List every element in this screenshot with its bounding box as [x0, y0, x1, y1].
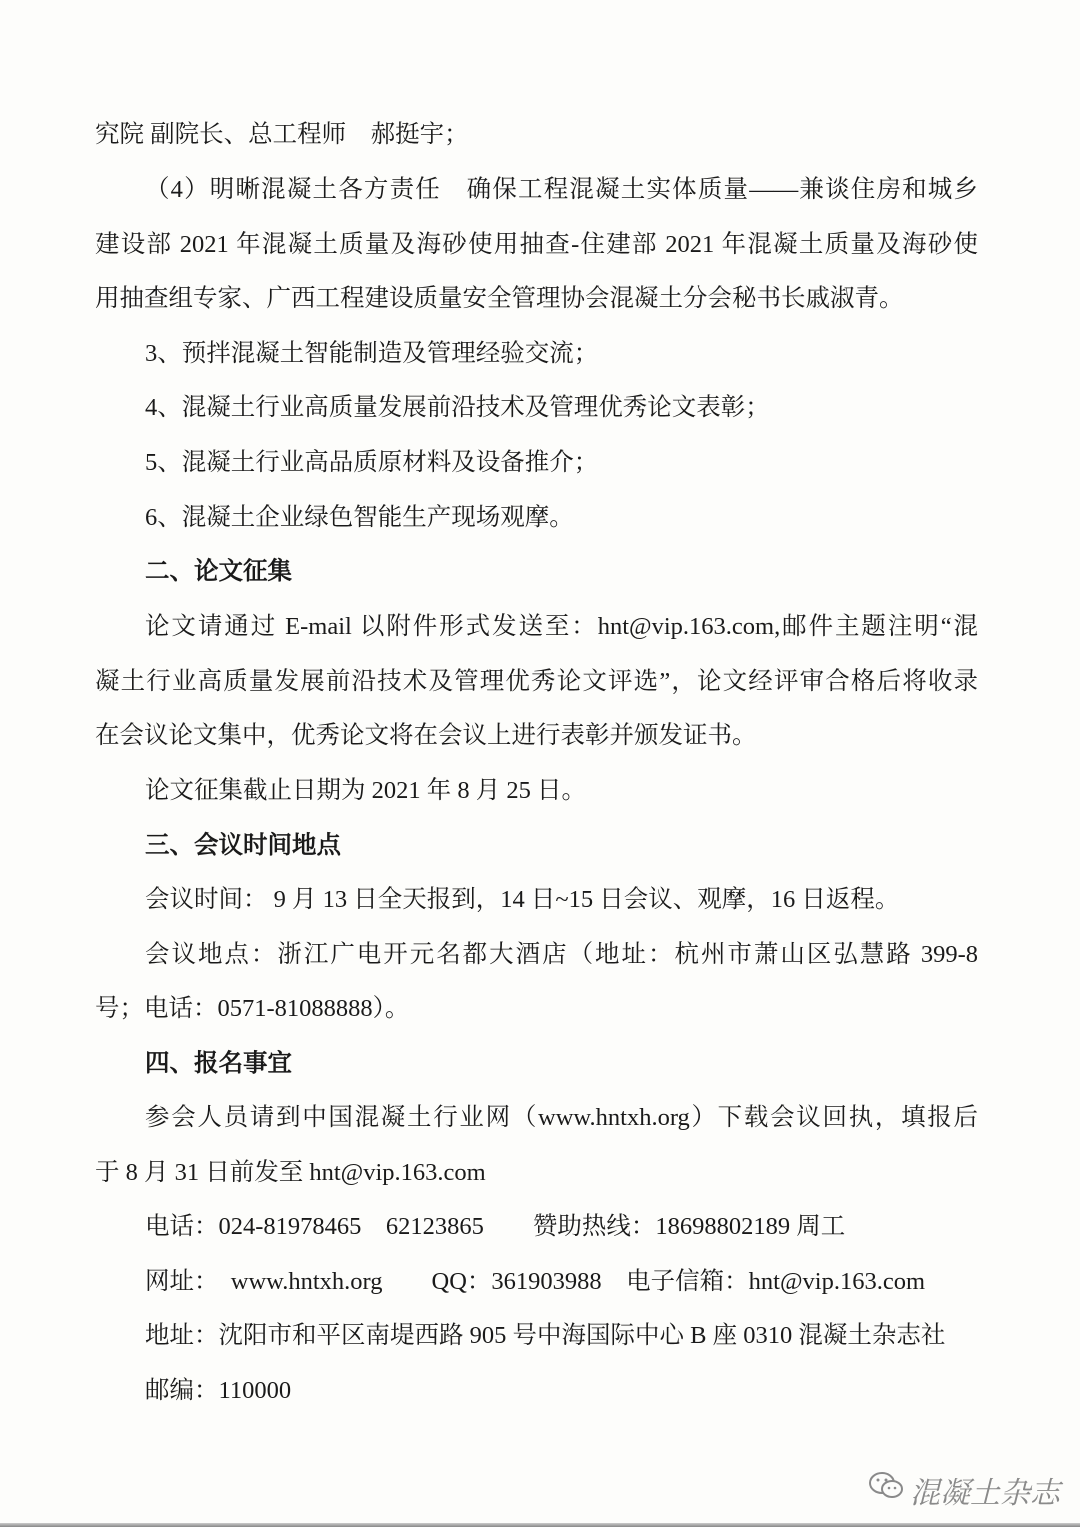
text-line: 在会议论文集中，优秀论文将在会议上进行表彰并颁发证书。: [95, 722, 757, 749]
contact-web: 网址： www.hntxh.org QQ：361903988 电子信箱：hnt@vip.163.com: [145, 1268, 926, 1295]
section-heading: 三、会议时间地点: [145, 832, 341, 859]
text-line: （4）明晰混凝土各方责任 确保工程混凝土实体质量——兼谈住房和城乡: [145, 176, 978, 203]
wechat-icon: [868, 1470, 904, 1510]
list-item: 6、混凝土企业绿色智能生产现场观摩。: [145, 504, 574, 531]
list-item: 4、混凝土行业高质量发展前沿技术及管理优秀论文表彰；: [145, 394, 770, 421]
contact-postcode: 邮编：110000: [145, 1377, 292, 1404]
section-heading: 四、报名事宜: [145, 1050, 292, 1077]
text-line: 号；电话：0571-81088888）。: [95, 995, 410, 1022]
text-line: 于 8 月 31 日前发至 hnt@vip.163.com: [95, 1159, 486, 1186]
text-line: 会议时间： 9 月 13 日全天报到，14 日~15 日会议、观摩，16 日返程。: [145, 886, 900, 913]
text-line: 会议地点：浙江广电开元名都大酒店（地址：杭州市萧山区弘慧路 399-8: [145, 941, 978, 968]
list-item: 3、预拌混凝土智能制造及管理经验交流；: [145, 340, 599, 367]
watermark: [868, 1468, 1060, 1512]
text-line: 用抽查组专家、广西工程建设质量安全管理协会混凝土分会秘书长戚淑青。: [95, 285, 904, 312]
text-line: 凝土行业高质量发展前沿技术及管理优秀论文评选”，论文经评审合格后将收录: [95, 668, 978, 695]
text-line: 参会人员请到中国混凝土行业网（www.hntxh.org）下载会议回执，填报后: [145, 1104, 978, 1131]
text-line: 究院 副院长、总工程师 郝挺宇；: [95, 121, 469, 148]
list-item: 5、混凝土行业高品质原材料及设备推介；: [145, 449, 599, 476]
contact-address: 地址：沈阳市和平区南堤西路 905 号中海国际中心 B 座 0310 混凝土杂志社: [145, 1322, 946, 1349]
scan-edge: [0, 1523, 1080, 1527]
watermark-text: 混凝土杂志: [910, 1476, 1060, 1511]
contact-phone: 电话：024-81978465 62123865 赞助热线：18698802189 周工: [145, 1213, 846, 1240]
section-heading: 二、论文征集: [145, 558, 292, 585]
text-line: 论文征集截止日期为 2021 年 8 月 25 日。: [145, 777, 586, 804]
text-line: 建设部 2021 年混凝土质量及海砂使用抽查-住建部 2021 年混凝土质量及海砂使: [95, 231, 978, 258]
text-line: 论文请通过 E-mail 以附件形式发送至：hnt@vip.163.com,邮件主题注明“混: [145, 613, 978, 640]
